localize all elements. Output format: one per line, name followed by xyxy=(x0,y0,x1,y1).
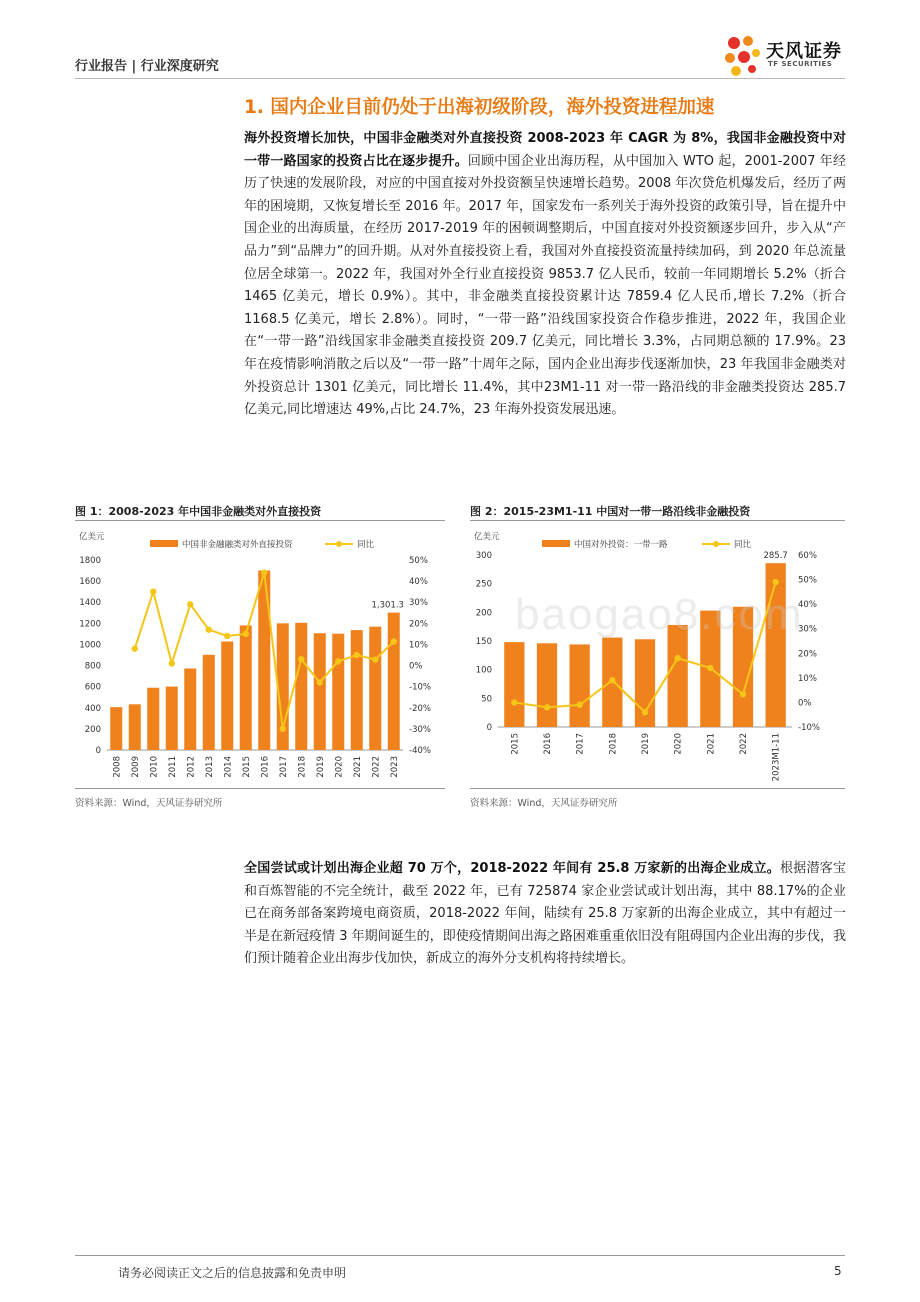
logo-text-en: TF SECURITIES xyxy=(768,60,833,68)
page-number: 5 xyxy=(834,1264,842,1278)
paragraph-1-body: 回顾中国企业出海历程，从中国加入 WTO 起，2001-2007 年经历了快速的发展阶段，对应的中国直接对外投资额呈快速增长趋势。2008 年次贷危机爆发后，经历了两年的困境期，又恢复增长至 2016 年。2017 年，国家发布一系列关于海外投资的政策引导，旨在提升中国企业的出海质量，在经历 2017-2019 年的困顿调整期后，中国直接对外投资额逐步回升，步入从“产品力”到“品牌力”的回升期。从对外直接投资上看，我国对外直接投资流量持续加码，到 2020 年总流量位居全球第一。2022 年，我国对外全行业直接投资 9853.7 亿人民币，较前一年同期增长 5.2%（折合 1465 亿美元，增长 0.9%）。其中，非金融类直接投资累计达 7859.4 亿人民币,增长 7.2%（折合 1168.5 亿美元，增长 2.8%）。同时，“一带一路”沿线国家投资合作稳步推进，2022 年，我国企业在“一带一路”沿线国家非金融类直接投资 209.7 亿美元，同比增长 3.3%，占同期总额的 17.9%。23 年在疫情影响消散之后以及“一带一路”十周年之际，国内企业出海步伐逐渐加快，23 年我国非金融类对外投资总计 1301 亿美元，同比增长 11.4%，其中23M1-11 对一带一路沿线的非金融类投资达 285.7 亿美元,同比增速达 49%,占比 24.7%，23 年海外投资发展迅速。 xyxy=(244,153,846,418)
chart2-yoy-point xyxy=(674,655,680,661)
chart1-x-tick: 2014 xyxy=(223,756,234,778)
chart2-left-tick: 0 xyxy=(486,723,492,733)
chart2-right-tick: 20% xyxy=(798,649,817,660)
chart1-yoy-point xyxy=(224,633,230,639)
report-category: 行业报告 | 行业深度研究 xyxy=(75,59,219,74)
section-title: 1. 国内企业目前仍处于出海初级阶段，海外投资进程加速 xyxy=(244,97,715,118)
chart1-left-tick: 0 xyxy=(95,746,101,756)
chart1-left-tick: 1600 xyxy=(79,577,101,588)
footer-disclaimer: 请务必阅读正文之后的信息披露和免责申明 xyxy=(118,1266,347,1280)
paragraph-2 xyxy=(244,858,846,971)
chart2-x-tick: 2020 xyxy=(673,733,684,755)
chart2-x-tick: 2022 xyxy=(739,733,749,755)
chart1-x-tick: 2012 xyxy=(186,756,197,778)
chart1-yoy-point xyxy=(280,726,286,732)
chart1-bar xyxy=(221,641,233,750)
chart1-bar xyxy=(240,625,252,750)
chart2-bar xyxy=(766,563,786,727)
chart2-yoy-point xyxy=(642,709,648,715)
chart1-bar xyxy=(110,707,122,750)
chart1-yoy-point xyxy=(150,588,156,594)
chart2-yoy-point xyxy=(740,691,746,697)
chart1-bar xyxy=(295,623,307,750)
chart1-left-tick: 1400 xyxy=(79,598,101,609)
chart1-right-tick: 10% xyxy=(409,640,428,651)
chart2-x-tick: 2019 xyxy=(641,733,651,755)
chart1-yoy-point xyxy=(206,626,212,632)
chart2-right-tick: 0% xyxy=(798,698,812,709)
chart1-bar xyxy=(129,704,141,750)
chart1-x-tick: 2010 xyxy=(149,756,160,778)
chart1-bar xyxy=(166,687,178,750)
chart1-right-tick: 30% xyxy=(409,598,428,609)
chart1-bar xyxy=(203,655,215,750)
chart1-x-tick: 2011 xyxy=(167,756,178,778)
chart1-x-tick: 2020 xyxy=(334,756,345,778)
chart1-x-tick: 2021 xyxy=(352,756,363,778)
chart1-right-tick: 50% xyxy=(409,556,428,566)
chart2-left-tick: 100 xyxy=(475,665,492,676)
company-logo xyxy=(722,33,852,78)
chart1-left-tick: 200 xyxy=(84,724,101,735)
chart1-left-tick: 800 xyxy=(84,661,101,672)
paragraph-2-body: 根据潜客宝和百炼智能的不完全统计，截至 2022 年，已有 725874 家企业尝试或计划出海，其中 88.17%的企业已在商务部备案跨境电商资质，2018-2022 年间，陆续有 25.8 万家新的出海企业成立，其中有超过一半是在新冠疫情 3 年期间诞生的，即使疫情期间出海之路困难重重依旧没有阻碍国内企业出海的步伐，我们预计随着企业出海步伐加快，新成立的海外分支机构将持续增长。 xyxy=(244,861,846,967)
chart1-right-tick: 20% xyxy=(409,619,428,630)
chart1-yoy-point xyxy=(187,601,193,607)
chart1-x-tick: 2018 xyxy=(297,756,308,778)
figure-1-source: 资料来源：Wind，天风证券研究所 xyxy=(75,798,223,809)
chart1-unit-label: 亿美元 xyxy=(79,532,105,542)
chart1-left-tick: 400 xyxy=(84,703,101,714)
chart1-data-label: 1,301.3 xyxy=(371,600,404,611)
chart2-bar xyxy=(668,625,688,727)
chart1-x-tick: 2022 xyxy=(371,756,382,778)
logo-text-cn: 天风证券 xyxy=(766,41,842,62)
figure-1-bottom-rule xyxy=(75,788,445,789)
figure-1-title: 图 1：2008-2023 年中国非金融类对外直接投资 xyxy=(75,505,322,518)
chart2-right-tick: 60% xyxy=(798,551,817,561)
chart2-legend-bar-label: 中国对外投资：一带一路 xyxy=(574,540,668,550)
chart1-left-tick: 600 xyxy=(84,682,101,693)
chart1-x-tick: 2017 xyxy=(278,756,289,778)
chart1-right-tick: -40% xyxy=(409,746,431,756)
paragraph-1-lead: 海外投资增长加快，中国非金融类对外直接投资 2008-2023 年 CAGR 为 8%，我国非金融投资中对一带一路国家的投资占比在逐步提升。 xyxy=(244,131,846,169)
chart1-yoy-point xyxy=(243,631,249,637)
chart1-bar xyxy=(314,633,326,750)
chart1-right-tick: -30% xyxy=(409,724,431,735)
chart1-legend-line-marker xyxy=(336,541,342,547)
chart1-x-tick: 2023 xyxy=(389,756,400,778)
chart1-yoy-point xyxy=(391,638,397,644)
chart2-right-tick: 50% xyxy=(798,575,817,586)
flower-logo-icon xyxy=(722,33,766,78)
chart2-bar xyxy=(570,644,590,727)
chart1-yoy-point xyxy=(335,658,341,664)
chart1-bar xyxy=(351,630,363,750)
chart2-yoy-point xyxy=(772,579,778,585)
figure-2-chart xyxy=(470,524,845,786)
chart2-left-tick: 300 xyxy=(475,551,492,561)
chart2-x-tick: 2016 xyxy=(543,733,553,755)
chart1-bar xyxy=(184,669,196,750)
figure-2-top-rule xyxy=(470,520,845,521)
chart2-x-tick: 2023M1-11 xyxy=(771,733,782,782)
chart1-bar xyxy=(258,571,270,750)
chart1-right-tick: 40% xyxy=(409,577,428,588)
chart2-x-tick: 2017 xyxy=(575,733,586,755)
chart2-x-tick: 2015 xyxy=(510,733,521,755)
chart1-x-tick: 2013 xyxy=(204,756,215,778)
chart2-legend-line-marker xyxy=(713,541,719,547)
chart2-left-tick: 250 xyxy=(475,579,492,590)
chart1-bar xyxy=(332,634,344,750)
chart1-bar xyxy=(147,688,159,750)
figure-2-bottom-rule xyxy=(470,788,845,789)
chart1-left-tick: 1200 xyxy=(79,619,101,630)
chart1-yoy-point xyxy=(372,656,378,662)
chart2-right-tick: -10% xyxy=(798,723,820,733)
chart2-yoy-point xyxy=(544,704,550,710)
chart1-legend-bar-label: 中国非金融融类对外直接投资 xyxy=(182,540,293,550)
chart1-bar xyxy=(369,627,381,750)
chart2-x-tick: 2021 xyxy=(706,733,717,755)
chart1-yoy-point xyxy=(298,656,304,662)
header-divider xyxy=(75,78,845,79)
chart2-bar xyxy=(504,642,524,727)
chart2-yoy-point xyxy=(609,677,615,683)
chart1-yoy-point xyxy=(169,660,175,666)
chart1-yoy-point xyxy=(261,569,267,575)
chart1-left-tick: 1800 xyxy=(79,556,101,566)
chart2-yoy-point xyxy=(511,699,517,705)
chart2-yoy-point xyxy=(707,665,713,671)
chart1-right-tick: -20% xyxy=(409,703,431,714)
chart1-x-tick: 2016 xyxy=(260,756,271,778)
chart1-x-tick: 2008 xyxy=(112,756,123,778)
chart1-x-tick: 2009 xyxy=(130,756,141,778)
chart2-left-tick: 200 xyxy=(475,608,492,619)
chart1-x-tick: 2019 xyxy=(315,756,326,778)
watermark: baogao8.com xyxy=(515,590,804,639)
figure-1-chart xyxy=(75,524,445,786)
chart2-left-tick: 50 xyxy=(481,694,492,705)
chart2-x-tick: 2018 xyxy=(608,733,619,755)
figure-2-source: 资料来源：Wind，天风证券研究所 xyxy=(470,798,618,809)
chart2-legend-bar-swatch xyxy=(542,540,570,547)
chart2-bar xyxy=(537,643,557,727)
chart1-legend-bar-swatch xyxy=(150,540,178,547)
chart2-right-tick: 30% xyxy=(798,624,817,635)
chart1-right-tick: -10% xyxy=(409,682,431,693)
chart1-left-tick: 1000 xyxy=(79,640,101,651)
paragraph-2-lead: 全国尝试或计划出海企业超 70 万个，2018-2022 年间有 25.8 万家新的出海企业成立。 xyxy=(244,861,780,876)
figure-2-title: 图 2：2015-23M1-11 中国对一带一路沿线非金融投资 xyxy=(470,505,751,518)
chart2-right-tick: 10% xyxy=(798,673,817,684)
footer-divider xyxy=(75,1255,845,1256)
chart1-legend-line-label: 同比 xyxy=(357,540,375,550)
chart2-right-tick: 40% xyxy=(798,600,817,611)
chart1-right-tick: 0% xyxy=(409,661,423,672)
chart1-bar xyxy=(388,613,400,750)
chart2-unit-label: 亿美元 xyxy=(474,532,500,542)
figure-1-top-rule xyxy=(75,520,445,521)
chart1-yoy-point xyxy=(354,652,360,658)
chart2-data-label: 285.7 xyxy=(763,551,788,562)
chart2-left-tick: 150 xyxy=(475,637,492,647)
paragraph-1 xyxy=(244,128,846,422)
chart2-yoy-point xyxy=(576,702,582,708)
chart1-x-tick: 2015 xyxy=(241,756,252,778)
chart1-yoy-point xyxy=(132,645,138,651)
chart1-yoy-point xyxy=(317,679,323,685)
chart2-legend-line-label: 同比 xyxy=(734,540,752,550)
